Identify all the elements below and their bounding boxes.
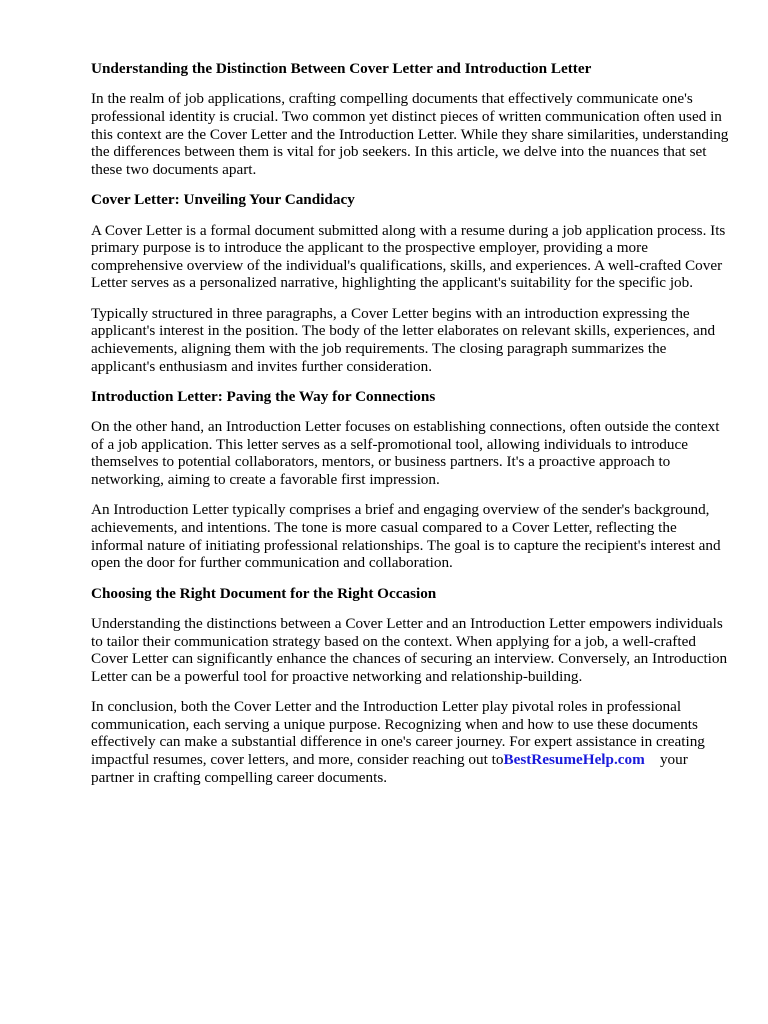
conclusion-text-after-link: your partner in crafting compelling career documents.: [91, 750, 688, 786]
document-title: Understanding the Distinction Between Cover Letter and Introduction Letter: [91, 60, 592, 77]
document-body: [91, 60, 729, 799]
cover-letter-paragraph-2: Typically structured in three paragraphs, a Cover Letter begins with an introduction expressing the applicant's interest in the position. The body of the letter elaborates on relevant skills, experiences, and achievements, aligning them with the job requirements. The closing paragraph summarizes the applicant's enthusiasm and invites further consideration.: [91, 304, 716, 375]
conclusion-text-before-link: In conclusion, both the Cover Letter and the Introduction Letter play pivotal roles in professional communication, each serving a unique purpose. Recognizing when and how to use these documents effectively can make a substantial difference in one's career journey. For expert assistance in creating impactful resumes, cover letters, and more, consider reaching out to: [91, 698, 705, 768]
choosing-document-paragraph: Understanding the distinctions between a Cover Letter and an Introduction Letter empowers individuals to tailor their communication strategy based on the context. When applying for a job, a well-crafted Cover Letter can significantly enhance the chances of securing an interview. Conversely, an Introduction Letter can be a powerful tool for proactive networking and relationship-building.: [91, 615, 728, 685]
section-heading-cover-letter: Cover Letter: Unveiling Your Candidacy: [91, 191, 355, 209]
intro-paragraph: In the realm of job applications, crafting compelling documents that effectively communicate one's professional identity is crucial. Two common yet distinct pieces of written communication often used in this context are the Cover Letter and the Introduction Letter. While they share similarities, understanding the differences between them is vital for job seekers. In this article, we delve into the nuances that set these two documents apart.: [91, 90, 729, 178]
section-heading-choosing-document: Choosing the Right Document for the Right Occasion: [91, 584, 437, 602]
conclusion-paragraph: [91, 698, 729, 786]
best-resume-help-link[interactable]: BestResumeHelp.com: [503, 750, 645, 768]
section-heading-introduction-letter: Introduction Letter: Paving the Way for Connections: [91, 387, 436, 405]
introduction-letter-paragraph-1: On the other hand, an Introduction Letter focuses on establishing connections, often outside the context of a job application. This letter serves as a self-promotional tool, allowing individuals to introduce themselves to potential collaborators, mentors, or business partners. It's a proactive approach to networking, aiming to create a favorable first impression.: [91, 418, 720, 489]
cover-letter-paragraph-1: A Cover Letter is a formal document submitted along with a resume during a job application process. Its primary purpose is to introduce the applicant to the prospective employer, providing a more comprehensive overview of the individual's qualifications, skills, and experiences. A well-crafted Cover Letter serves as a personalized narrative, highlighting the applicant's suitability for the specific job.: [91, 221, 726, 292]
introduction-letter-paragraph-2: An Introduction Letter typically comprises a brief and engaging overview of the sender's background, achievements, and intentions. The tone is more casual compared to a Cover Letter, reflecting the informal nature of initiating professional relationships. The goal is to capture the recipient's interest and open the door for further communication and collaboration.: [91, 501, 721, 572]
